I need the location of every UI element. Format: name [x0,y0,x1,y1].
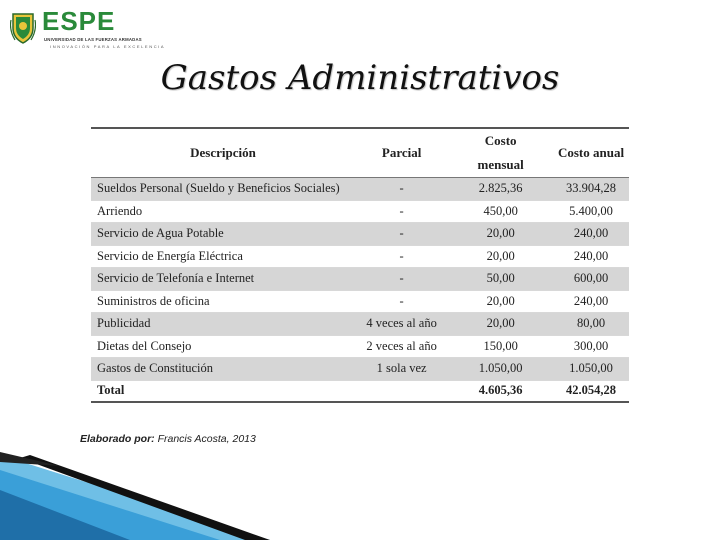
cell-costo-anual: 5.400,00 [553,200,629,223]
cell-costo-mensual: 20,00 [448,223,553,246]
footer-stripe-light [0,455,270,540]
cell-descripcion: Servicio de Energía Eléctrica [91,245,355,268]
cell-parcial: - [355,290,448,313]
table-row [91,245,629,268]
logo-tagline: INNOVACIÓN PARA LA EXCELENCIA [50,44,166,49]
cell-descripcion: Gastos de Constitución [91,358,355,381]
table-total-row [91,380,629,402]
cell-costo-mensual: 150,00 [448,335,553,358]
cell-costo-anual: 240,00 [553,290,629,313]
cell-parcial: 2 veces al año [355,335,448,358]
table-row [91,290,629,313]
total-label: Total [91,380,355,402]
header-costo-mensual: Costo mensual [448,128,553,178]
cell-descripcion: Arriendo [91,200,355,223]
cell-costo-mensual: 1.050,00 [448,358,553,381]
cell-descripcion: Sueldos Personal (Sueldo y Beneficios Sociales) [91,178,355,201]
cell-descripcion: Dietas del Consejo [91,335,355,358]
table-row [91,178,629,201]
cell-descripcion: Publicidad [91,313,355,336]
table-row [91,223,629,246]
table-row [91,335,629,358]
cell-parcial: 4 veces al año [355,313,448,336]
table-row [91,313,629,336]
footer-stripe-blue [0,470,220,540]
cell-parcial: - [355,178,448,201]
footer-stripe-dark [0,490,130,540]
cell-costo-mensual: 2.825,36 [448,178,553,201]
cell-costo-mensual: 450,00 [448,200,553,223]
table-header-row [91,128,629,178]
cell-descripcion: Suministros de oficina [91,290,355,313]
cell-costo-mensual: 20,00 [448,245,553,268]
cell-costo-anual: 80,00 [553,313,629,336]
source-note [80,433,256,445]
table-row [91,268,629,291]
header-descripcion: Descripción [91,128,355,178]
cell-costo-anual: 240,00 [553,245,629,268]
expenses-table [91,127,629,403]
total-costo-mensual: 4.605,36 [448,380,553,402]
cell-costo-anual: 600,00 [553,268,629,291]
cell-descripcion: Servicio de Telefonía e Internet [91,268,355,291]
cell-parcial: - [355,268,448,291]
cell-costo-anual: 300,00 [553,335,629,358]
cell-parcial: - [355,245,448,268]
cell-parcial: 1 sola vez [355,358,448,381]
total-costo-anual: 42.054,28 [553,380,629,402]
cell-costo-anual: 33.904,28 [553,178,629,201]
cell-costo-mensual: 20,00 [448,290,553,313]
logo-subtitle: UNIVERSIDAD DE LAS FUERZAS ARMADAS [44,37,142,42]
page-title: Gastos Administrativos [160,58,560,98]
espe-logo [10,6,166,49]
table-row [91,200,629,223]
source-label: Elaborado por: [80,433,155,445]
footer-stripe-black [20,455,270,540]
source-text: Francis Acosta, 2013 [157,433,256,445]
footer-stripe-thin [0,452,60,466]
cell-parcial: - [355,223,448,246]
table-row [91,358,629,381]
logo-wordmark: ESPE [42,6,116,36]
university-crest-icon [10,10,36,44]
header-parcial: Parcial [355,128,448,178]
cell-descripcion: Servicio de Agua Potable [91,223,355,246]
total-parcial-empty [355,380,448,402]
cell-costo-anual: 240,00 [553,223,629,246]
header-costo-anual: Costo anual [553,128,629,178]
cell-costo-anual: 1.050,00 [553,358,629,381]
cell-costo-mensual: 20,00 [448,313,553,336]
cell-parcial: - [355,200,448,223]
cell-costo-mensual: 50,00 [448,268,553,291]
